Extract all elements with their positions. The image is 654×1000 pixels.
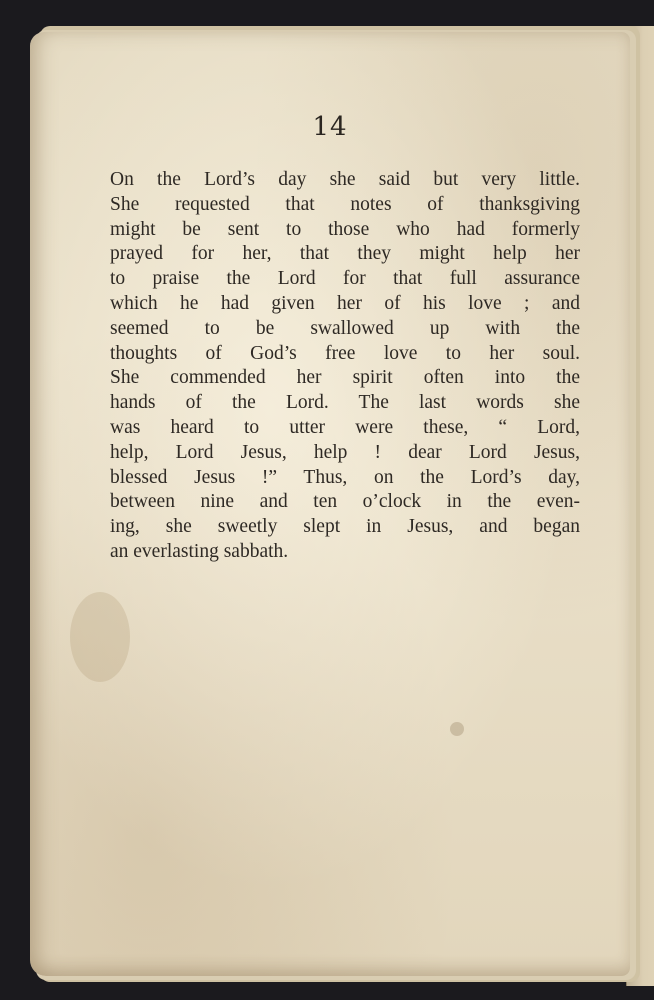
text-line: On the Lord’s day she said but very little. — [110, 169, 580, 190]
text-line: seemed to be swallowed up with the — [110, 317, 580, 339]
page-number: 14 — [312, 112, 348, 142]
text-line: to praise the Lord for that full assurance — [110, 268, 580, 290]
paper-stain — [70, 592, 130, 682]
text-line: between nine and ten o’clock in the even- — [110, 491, 580, 513]
book-page — [30, 32, 630, 976]
text-line: an everlasting sabbath. — [110, 540, 289, 562]
body-text — [110, 168, 580, 565]
text-line: help, Lord Jesus, help ! dear Lord Jesus, — [110, 441, 580, 463]
text-line: thoughts of God’s free love to her soul. — [110, 342, 580, 364]
text-line: ing, she sweetly slept in Jesus, and began — [110, 516, 580, 538]
text-line: blessed Jesus !” Thus, on the Lord’s day, — [110, 466, 580, 488]
paper-spot — [450, 722, 464, 736]
text-line: might be sent to those who had formerly — [110, 218, 580, 240]
text-line: was heard to utter were these, “ Lord, — [110, 416, 580, 438]
text-line: She commended her spirit often into the — [110, 367, 580, 389]
text-line: She requested that notes of thanksgiving — [110, 193, 580, 215]
text-line: which he had given her of his love ; and — [110, 292, 580, 314]
text-line: hands of the Lord. The last words she — [110, 392, 580, 414]
text-line: prayed for her, that they might help her — [110, 243, 580, 265]
